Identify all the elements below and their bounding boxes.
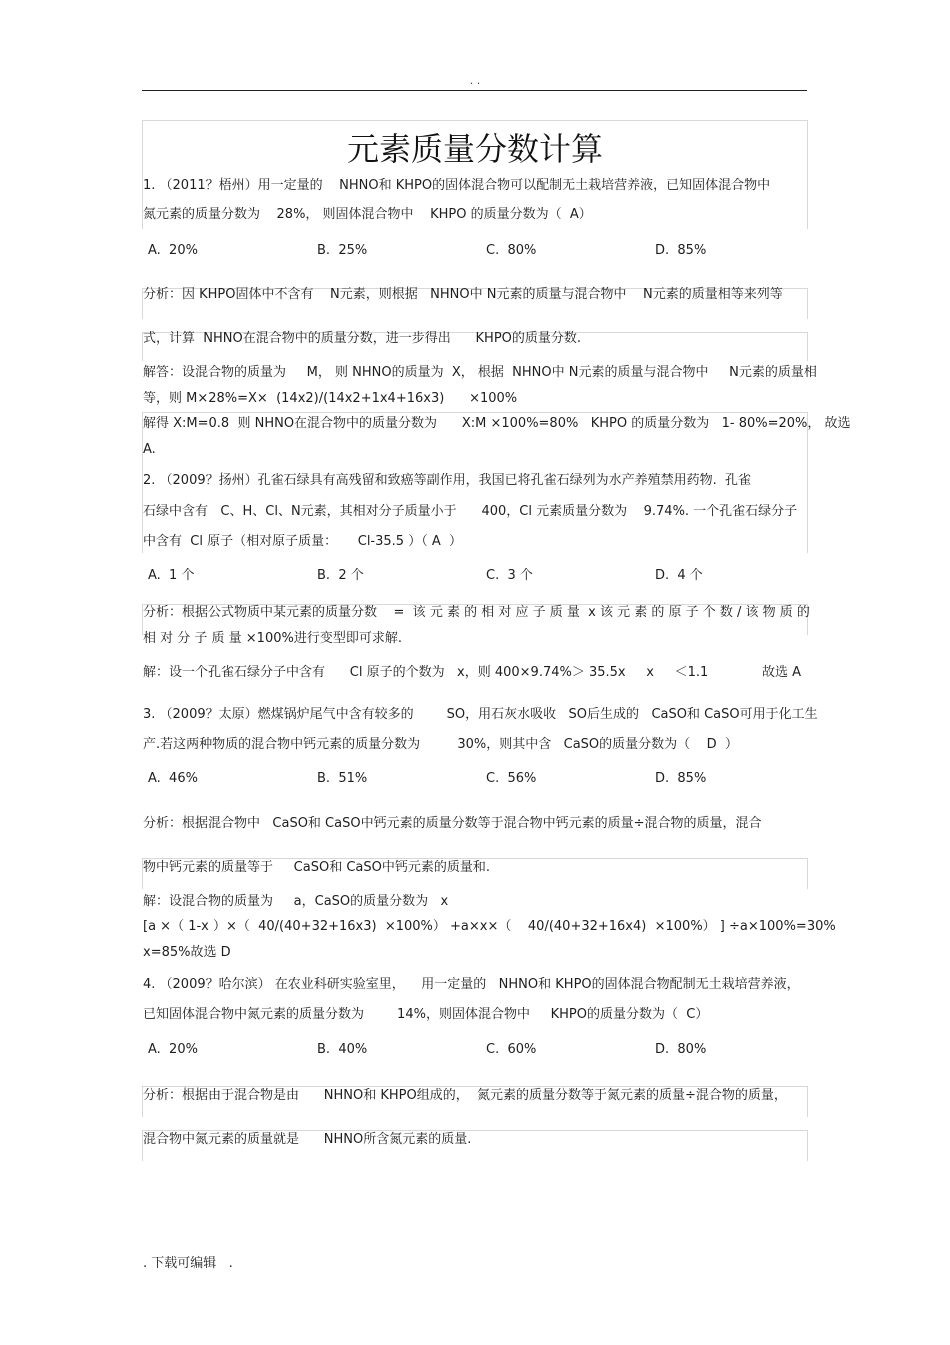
- q1-solution-1: 解答：设混合物的质量为 M， 则 NHNO的质量为 X， 根据 NHNO中 N元素的质量与混合物中 N元素的质量相: [143, 365, 817, 380]
- q4-option-b: B. 40%: [317, 1042, 368, 1057]
- q4-text-2: 已知固体混合物中氮元素的质量分数为 14%，则固体混合物中 KHPO的质量分数为（ C）: [143, 1007, 709, 1022]
- q2-analysis-1: 分析：根据公式物质中某元素的质量分数 = 该 元 素 的 相 对 应 子 质 量 x 该 元 素 的 原 子 个 数 / 该 物 质 的: [143, 605, 810, 620]
- q3-option-d: D. 85%: [655, 771, 707, 786]
- q1-solution-2: 等，则 M×28%=X× (14x2)/(14x2+1x4+16x3) ×100%: [143, 391, 518, 406]
- document-title: 元素质量分数计算: [346, 130, 603, 168]
- q3-analysis-2: 物中钙元素的质量等于 CaSO和 CaSO中钙元素的质量和.: [143, 860, 490, 875]
- q1-solution-4: A.: [143, 442, 156, 457]
- q2-option-a: A. 1 个: [148, 568, 195, 583]
- q2-option-c: C. 3 个: [486, 568, 533, 583]
- page-header-marker: . .: [469, 74, 481, 87]
- q3-option-c: C. 56%: [486, 771, 537, 786]
- q2-text-1: 2. （2009？扬州）孔雀石绿具有高残留和致癌等副作用，我国已将孔雀石绿列为水产养殖禁用药物. 孔雀: [143, 473, 752, 488]
- q1-analysis-2: 式，计算 NHNO在混合物中的质量分数，进一步得出 KHPO的质量分数.: [143, 331, 582, 346]
- q4-option-a: A. 20%: [148, 1042, 198, 1057]
- q2-text-2: 石绿中含有 C、H、Cl、N元素，其相对分子质量小于 400，Cl 元素质量分数为 9.74%. 一个孔雀石绿分子: [143, 504, 798, 519]
- q3-solution-2: [a ×（ 1-x ）×（ 40/(40+32+16x3) ×100%） +a×x×（ 40/(40+32+16x4) ×100%） ] ÷a×100%=30%: [143, 919, 836, 934]
- q2-text-3: 中含有 Cl 原子（相对原子质量： Cl-35.5 ）（ A ）: [143, 534, 462, 549]
- q1-option-a: A. 20%: [148, 243, 198, 258]
- q3-solution-3: x=85%故选 D: [143, 945, 231, 960]
- q1-option-d: D. 85%: [655, 243, 707, 258]
- q2-analysis-2: 相 对 分 子 质 量 ×100%进行变型即可求解.: [143, 631, 402, 646]
- q3-solution-1: 解：设混合物的质量为 a，CaSO的质量分数为 x: [143, 894, 449, 909]
- q3-analysis-1: 分析：根据混合物中 CaSO和 CaSO中钙元素的质量分数等于混合物中钙元素的质量÷混合物的质量，混合: [143, 816, 762, 831]
- q2-option-b: B. 2 个: [317, 568, 364, 583]
- page-footer: . 下载可编辑 .: [143, 1256, 233, 1271]
- q1-option-c: C. 80%: [486, 243, 537, 258]
- q3-option-b: B. 51%: [317, 771, 368, 786]
- q4-option-c: C. 60%: [486, 1042, 537, 1057]
- q1-text-1: 1. （2011？梧州）用一定量的 NHNO和 KHPO的固体混合物可以配制无土栽培营养液，已知固体混合物中: [143, 178, 771, 193]
- q2-option-d: D. 4 个: [655, 568, 703, 583]
- q3-text-1: 3. （2009？太原）燃煤锅炉尾气中含有较多的 SO，用石灰水吸收 SO后生成的 CaSO和 CaSO可用于化工生: [143, 707, 818, 722]
- q4-text-1: 4. （2009？哈尔滨） 在农业科研实验室里， 用一定量的 NHNO和 KHPO的固体混合物配制无土栽培营养液，: [143, 977, 800, 992]
- q1-solution-3: 解得 X:M=0.8 则 NHNO在混合物中的质量分数为 X:M ×100%=80% KHPO 的质量分数为 1- 80%=20%， 故选: [143, 416, 851, 431]
- header-rule: [142, 90, 807, 91]
- q3-text-2: 产.若这两种物质的混合物中钙元素的质量分数为 30%，则其中含 CaSO的质量分数为（ D ）: [143, 737, 738, 752]
- q4-option-d: D. 80%: [655, 1042, 707, 1057]
- q1-text-2: 氮元素的质量分数为 28%， 则固体混合物中 KHPO 的质量分数为（ A）: [143, 207, 592, 222]
- q2-solution: 解：设一个孔雀石绿分子中含有 Cl 原子的个数为 x，则 400×9.74%＞ 35.5x x ＜1.1 故选 A: [143, 665, 802, 680]
- q1-option-b: B. 25%: [317, 243, 368, 258]
- q3-option-a: A. 46%: [148, 771, 198, 786]
- q4-analysis-2: 混合物中氮元素的质量就是 NHNO所含氮元素的质量.: [143, 1132, 472, 1147]
- q1-analysis-1: 分析：因 KHPO固体中不含有 N元素，则根据 NHNO中 N元素的质量与混合物中 N元素的质量相等来列等: [143, 287, 783, 302]
- q4-analysis-1: 分析：根据由于混合物是由 NHNO和 KHPO组成的， 氮元素的质量分数等于氮元素的质量÷混合物的质量，: [143, 1088, 787, 1103]
